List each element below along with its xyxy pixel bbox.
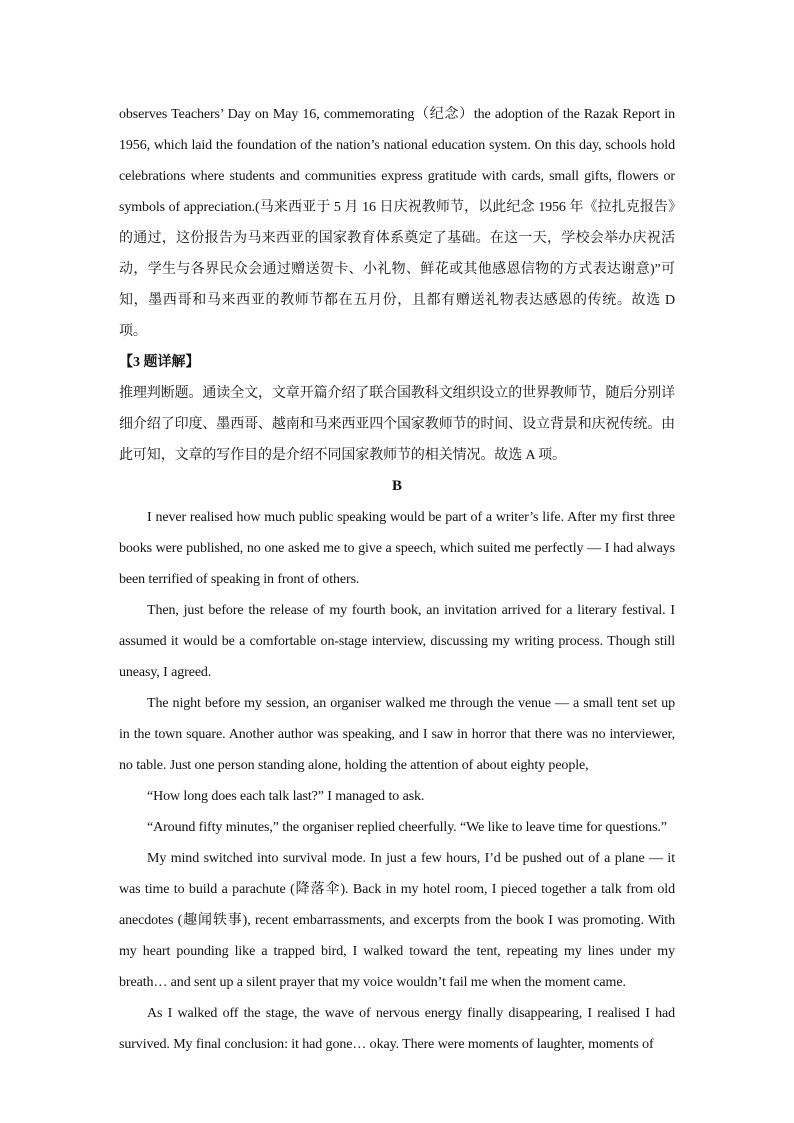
passage-paragraph-4: “How long does each talk last?” I managed to ask. (147, 789, 425, 804)
passage-paragraph-1: I never realised how much public speaking would be part of a writer’s life. After my first three books were published, no one asked me to give a speech, which suited me perfectly — I had always been terrified of speaking in front of others. (119, 510, 675, 587)
passage-paragraph-7: As I walked off the stage, the wave of nervous energy finally disappearing, I realised I had survived. My final conclusion: it had gone… okay. There were moments of laughter, moments of (119, 1006, 675, 1052)
passage-paragraph-5: “Around fifty minutes,” the organiser replied cheerfully. “We like to leave time for questions.” (147, 820, 667, 835)
section-b-title: B (391, 478, 402, 494)
question-3-explanation: 推理判断题。通读全文，文章开篇介绍了联合国教科文组织设立的世界教师节，随后分别详细介绍了印度、墨西哥、越南和马来西亚四个国家教师节的时间、设立背景和庆祝传统。由此可知，文章的写作目的是介绍不同国家教师节的相关情况。故选 A 项。 (119, 386, 675, 463)
question-3-heading: 【3 题详解】 (119, 355, 200, 370)
passage-paragraph-2: Then, just before the release of my fourth book, an invitation arrived for a literary festival. I assumed it would be a comfortable on-stage interview, discussing my writing process. Though still uneasy, I agreed. (119, 603, 675, 680)
document-body (119, 99, 675, 1060)
passage-paragraph-6: My mind switched into survival mode. In just a few hours, I’d be pushed out of a plane — it was time to build a parachute (降落伞). Back in my hotel room, I pieced together a talk from old anecdotes (趣闻轶事), recent embarrassments, and excerpts from the book I was promoting. With my heart pounding like a trapped bird, I walked toward the tent, repeating my lines under my breath… and sent up a silent prayer that my voice wouldn’t fail me when the moment came. (119, 851, 675, 990)
passage-paragraph-3: The night before my session, an organiser walked me through the venue — a small tent set up in the town square. Another author was speaking, and I saw in horror that there was no interviewer, no table. Just one person standing alone, holding the attention of about eighty people, (119, 696, 675, 773)
answer-explanation-paragraph: observes Teachers’ Day on May 16, commemorating（纪念）the adoption of the Razak Report in 1956, which laid the foundation of the nation’s national education system. On this day, schools hold celebrations where students and communities express gratitude with cards, small gifts, flowers or symbols of appreciation.(马来西亚于 5 月 16 日庆祝教师节，以此纪念 1956 年《拉扎克报告》的通过，这份报告为马来西亚的国家教育体系奠定了基础。在这一天，学校会举办庆祝活动，学生与各界民众会通过赠送贺卡、小礼物、鲜花或其他感恩信物的方式表达谢意)”可知，墨西哥和马来西亚的教师节都在五月份，且都有赠送礼物表达感恩的传统。故选 D 项。 (119, 107, 675, 339)
